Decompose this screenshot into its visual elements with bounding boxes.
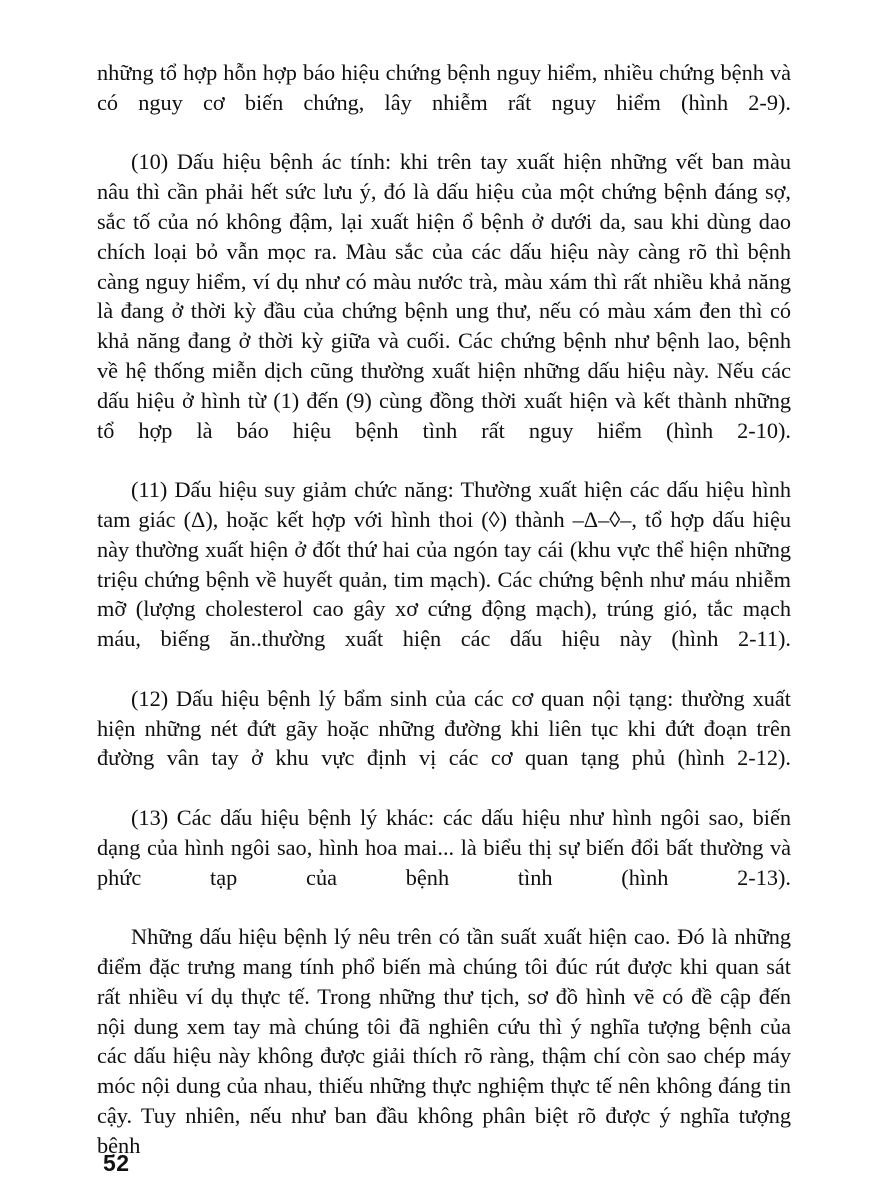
paragraph-item-11: (11) Dấu hiệu suy giảm chức năng: Thường xuất hiện các dấu hiệu hình tam giác (Δ), hoặc kết hợp với hình thoi (◊) thành –Δ–◊–, tổ hợp dấu hiệu này thường xuất hiện ở đốt thứ hai của ngón tay cái (khu vực thể hiện những triệu chứng bệnh về huyết quản, tim mạch). Các chứng bệnh như máu nhiễm mỡ (lượng cholesterol cao gây xơ cứng động mạch), trúng gió, tắc mạch máu, biếng ăn..thường xuất hiện các dấu hiệu này (hình 2-11). bbox=[97, 477, 791, 652]
paragraph-item-12: (12) Dấu hiệu bệnh lý bẩm sinh của các cơ quan nội tạng: thường xuất hiện những nét đứt gãy hoặc những đường khi liên tục khi đứt đoạn trên đường vân tay ở khu vực định vị các cơ quan tạng phủ (hình 2-12). bbox=[97, 685, 791, 771]
paragraph-item-13: (13) Các dấu hiệu bệnh lý khác: các dấu hiệu như hình ngôi sao, biến dạng của hình ngôi sao, hình hoa mai... là biểu thị sự biến đổi bất thường và phức tạp của bệnh tình (hình 2-13). bbox=[97, 804, 791, 890]
paragraph-continuation: những tổ hợp hỗn hợp báo hiệu chứng bệnh nguy hiểm, nhiều chứng bệnh và có nguy cơ biến chứng, lây nhiễm rất nguy hiểm (hình 2-9). bbox=[97, 60, 791, 115]
body-text-column bbox=[97, 58, 791, 1190]
paragraph-summary: Những dấu hiệu bệnh lý nêu trên có tần suất xuất hiện cao. Đó là những điểm đặc trưng mang tính phổ biến mà chúng tôi đúc rút được khi quan sát rất nhiều ví dụ thực tế. Trong những thư tịch, sơ đồ hình vẽ có đề cập đến nội dung xem tay mà chúng tôi đã nghiên cứu thì ý nghĩa tượng bệnh của các dấu hiệu này không được giải thích rõ ràng, thậm chí còn sao chép máy móc nội dung của nhau, thiếu những thực nghiệm thực tế nên không đáng tin cậy. Tuy nhiên, nếu như ban đầu không phân biệt rõ được ý nghĩa tượng bệnh bbox=[97, 924, 791, 1158]
paragraph-item-10: (10) Dấu hiệu bệnh ác tính: khi trên tay xuất hiện những vết ban màu nâu thì cần phải hết sức lưu ý, đó là dấu hiệu của một chứng bệnh đáng sợ, sắc tố của nó không đậm, lại xuất hiện ổ bệnh ở dưới da, sau khi dùng dao chích loại bỏ vẫn mọc ra. Màu sắc của các dấu hiệu này càng rõ thì bệnh càng nguy hiểm, ví dụ như có màu nước trà, màu xám thì rất nhiều khả năng là đang ở thời kỳ đầu của chứng bệnh ung thư, nếu có màu xám đen thì có khả năng đang ở thời kỳ giữa và cuối. Các chứng bệnh như bệnh lao, bệnh về hệ thống miễn dịch cũng thường xuất hiện những dấu hiệu này. Nếu các dấu hiệu ở hình từ (1) đến (9) cùng đồng thời xuất hiện và kết thành những tổ hợp là báo hiệu bệnh tình rất nguy hiểm (hình 2-10). bbox=[97, 149, 791, 443]
page-number: 52 bbox=[103, 1150, 130, 1176]
